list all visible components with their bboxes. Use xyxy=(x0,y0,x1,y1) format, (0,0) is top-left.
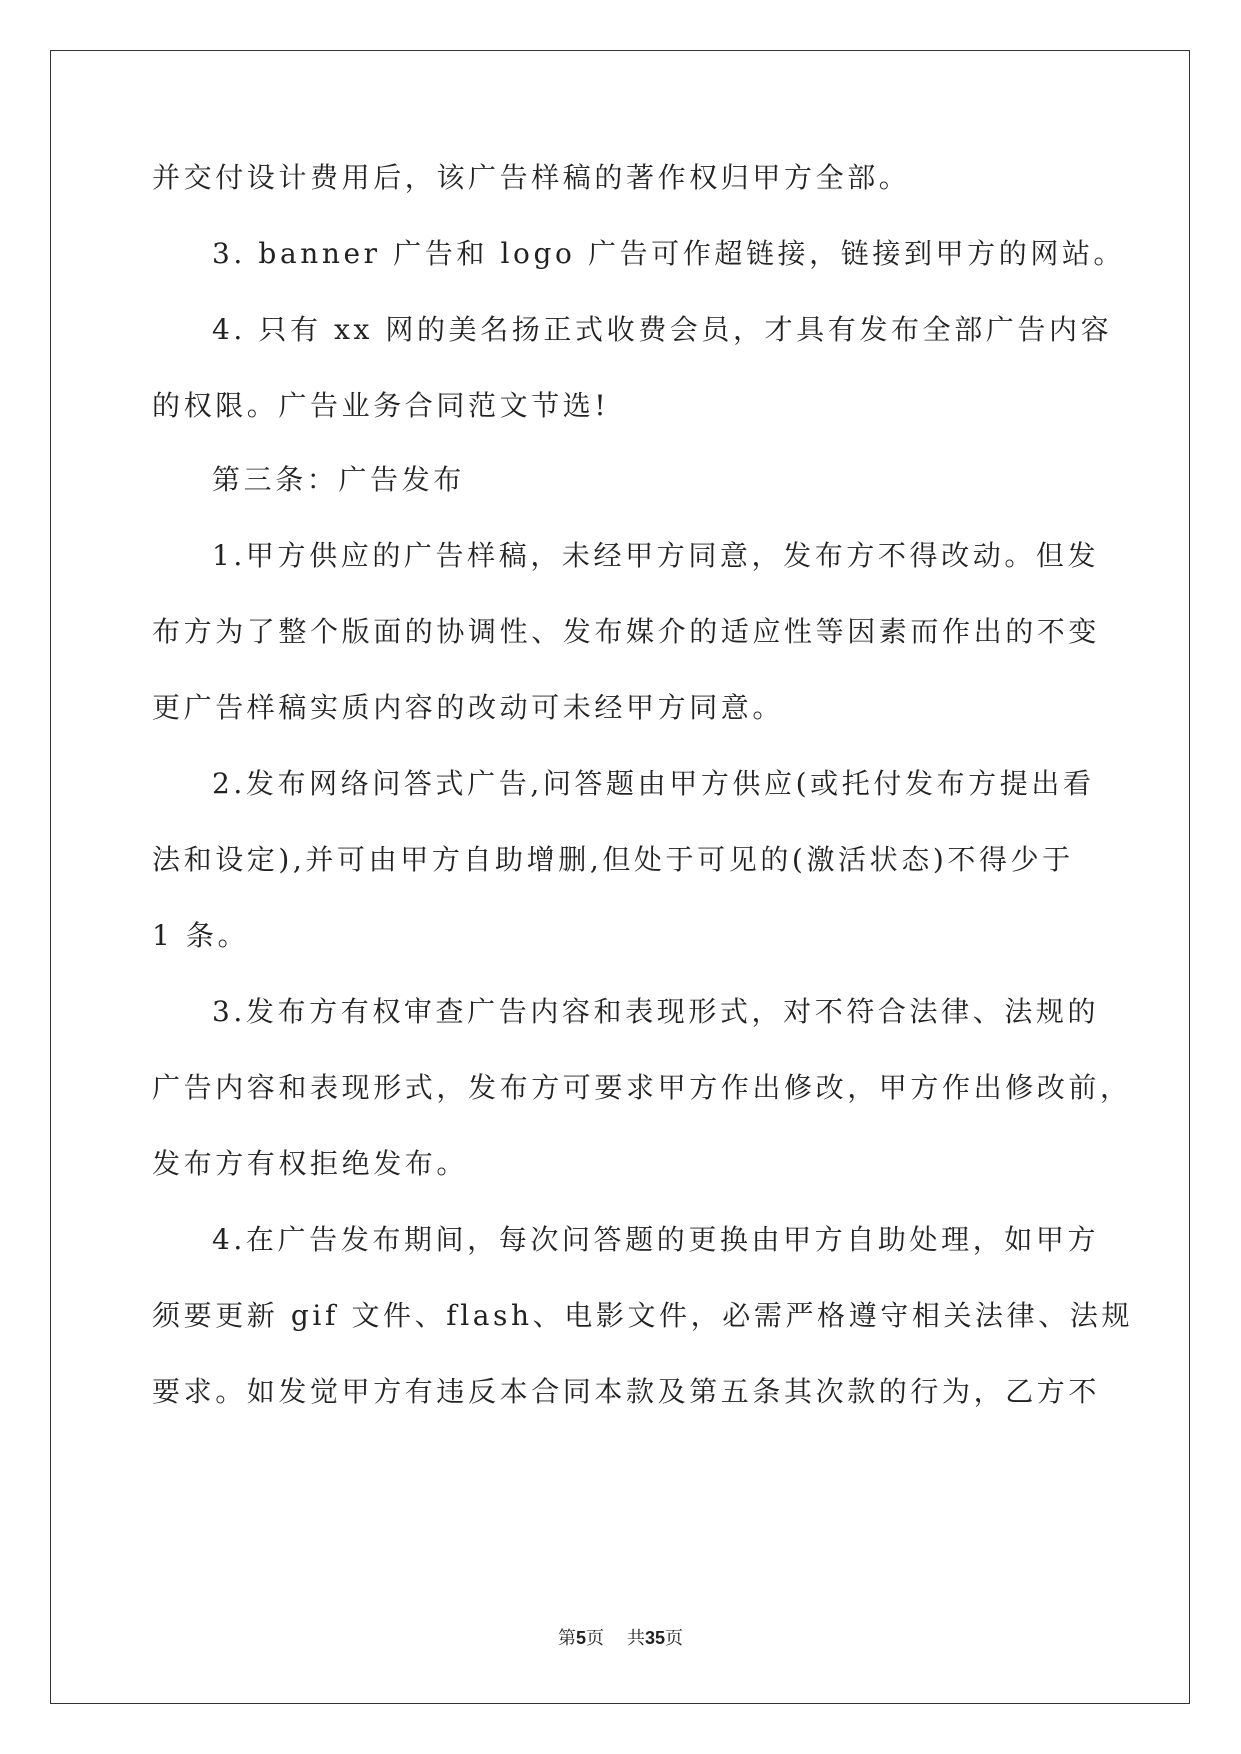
total-pages: 35 xyxy=(644,1628,665,1648)
page-footer xyxy=(0,1626,1241,1651)
text-line: 1.甲方供应的广告样稿，未经甲方同意，发布方不得改动。但发 xyxy=(212,539,1100,572)
text-line: 布方为了整个版面的协调性、发布媒介的适应性等因素而作出的不变 xyxy=(152,615,1101,648)
text-line: 3.发布方有权审查广告内容和表现形式，对不符合法律、法规的 xyxy=(212,995,1100,1028)
page-prefix: 第 xyxy=(558,1628,577,1649)
section-heading: 第三条：广告发布 xyxy=(212,463,465,496)
text-line: 4.在广告发布期间，每次问答题的更换由甲方自助处理，如甲方 xyxy=(212,1223,1100,1256)
text-line: 更广告样稿实质内容的改动可未经甲方同意。 xyxy=(152,691,785,724)
total-suffix: 页 xyxy=(664,1628,683,1649)
total-prefix: 共 xyxy=(626,1628,645,1649)
text-line: 要求。如发觉甲方有违反本合同本款及第五条其次款的行为，乙方不 xyxy=(152,1375,1101,1408)
page-number: 5 xyxy=(576,1628,587,1648)
text-line: 的权限。广告业务合同范文节选! xyxy=(152,389,610,422)
text-line: 须要更新 gif 文件、flash、电影文件，必需严格遵守相关法律、法规 xyxy=(152,1299,1134,1332)
text-line: 2.发布网络问答式广告,问答题由甲方供应(或托付发布方提出看 xyxy=(212,767,1095,800)
page-suffix: 页 xyxy=(586,1628,605,1649)
text-line: 广告内容和表现形式，发布方可要求甲方作出修改，甲方作出修改前， xyxy=(152,1071,1132,1104)
text-line: 3. banner 广告和 logo 广告可作超链接，链接到甲方的网站。 xyxy=(212,237,1126,270)
text-line: 发布方有权拒绝发布。 xyxy=(152,1147,469,1180)
text-line: 4. 只有 xx 网的美名扬正式收费会员，才具有发布全部广告内容 xyxy=(212,313,1113,346)
text-line: 并交付设计费用后，该广告样稿的著作权归甲方全部。 xyxy=(152,161,911,194)
text-line: 1 条。 xyxy=(152,919,250,952)
text-line: 法和设定),并可由甲方自助增删,但处于可见的(激活状态)不得少于 xyxy=(152,843,1074,876)
